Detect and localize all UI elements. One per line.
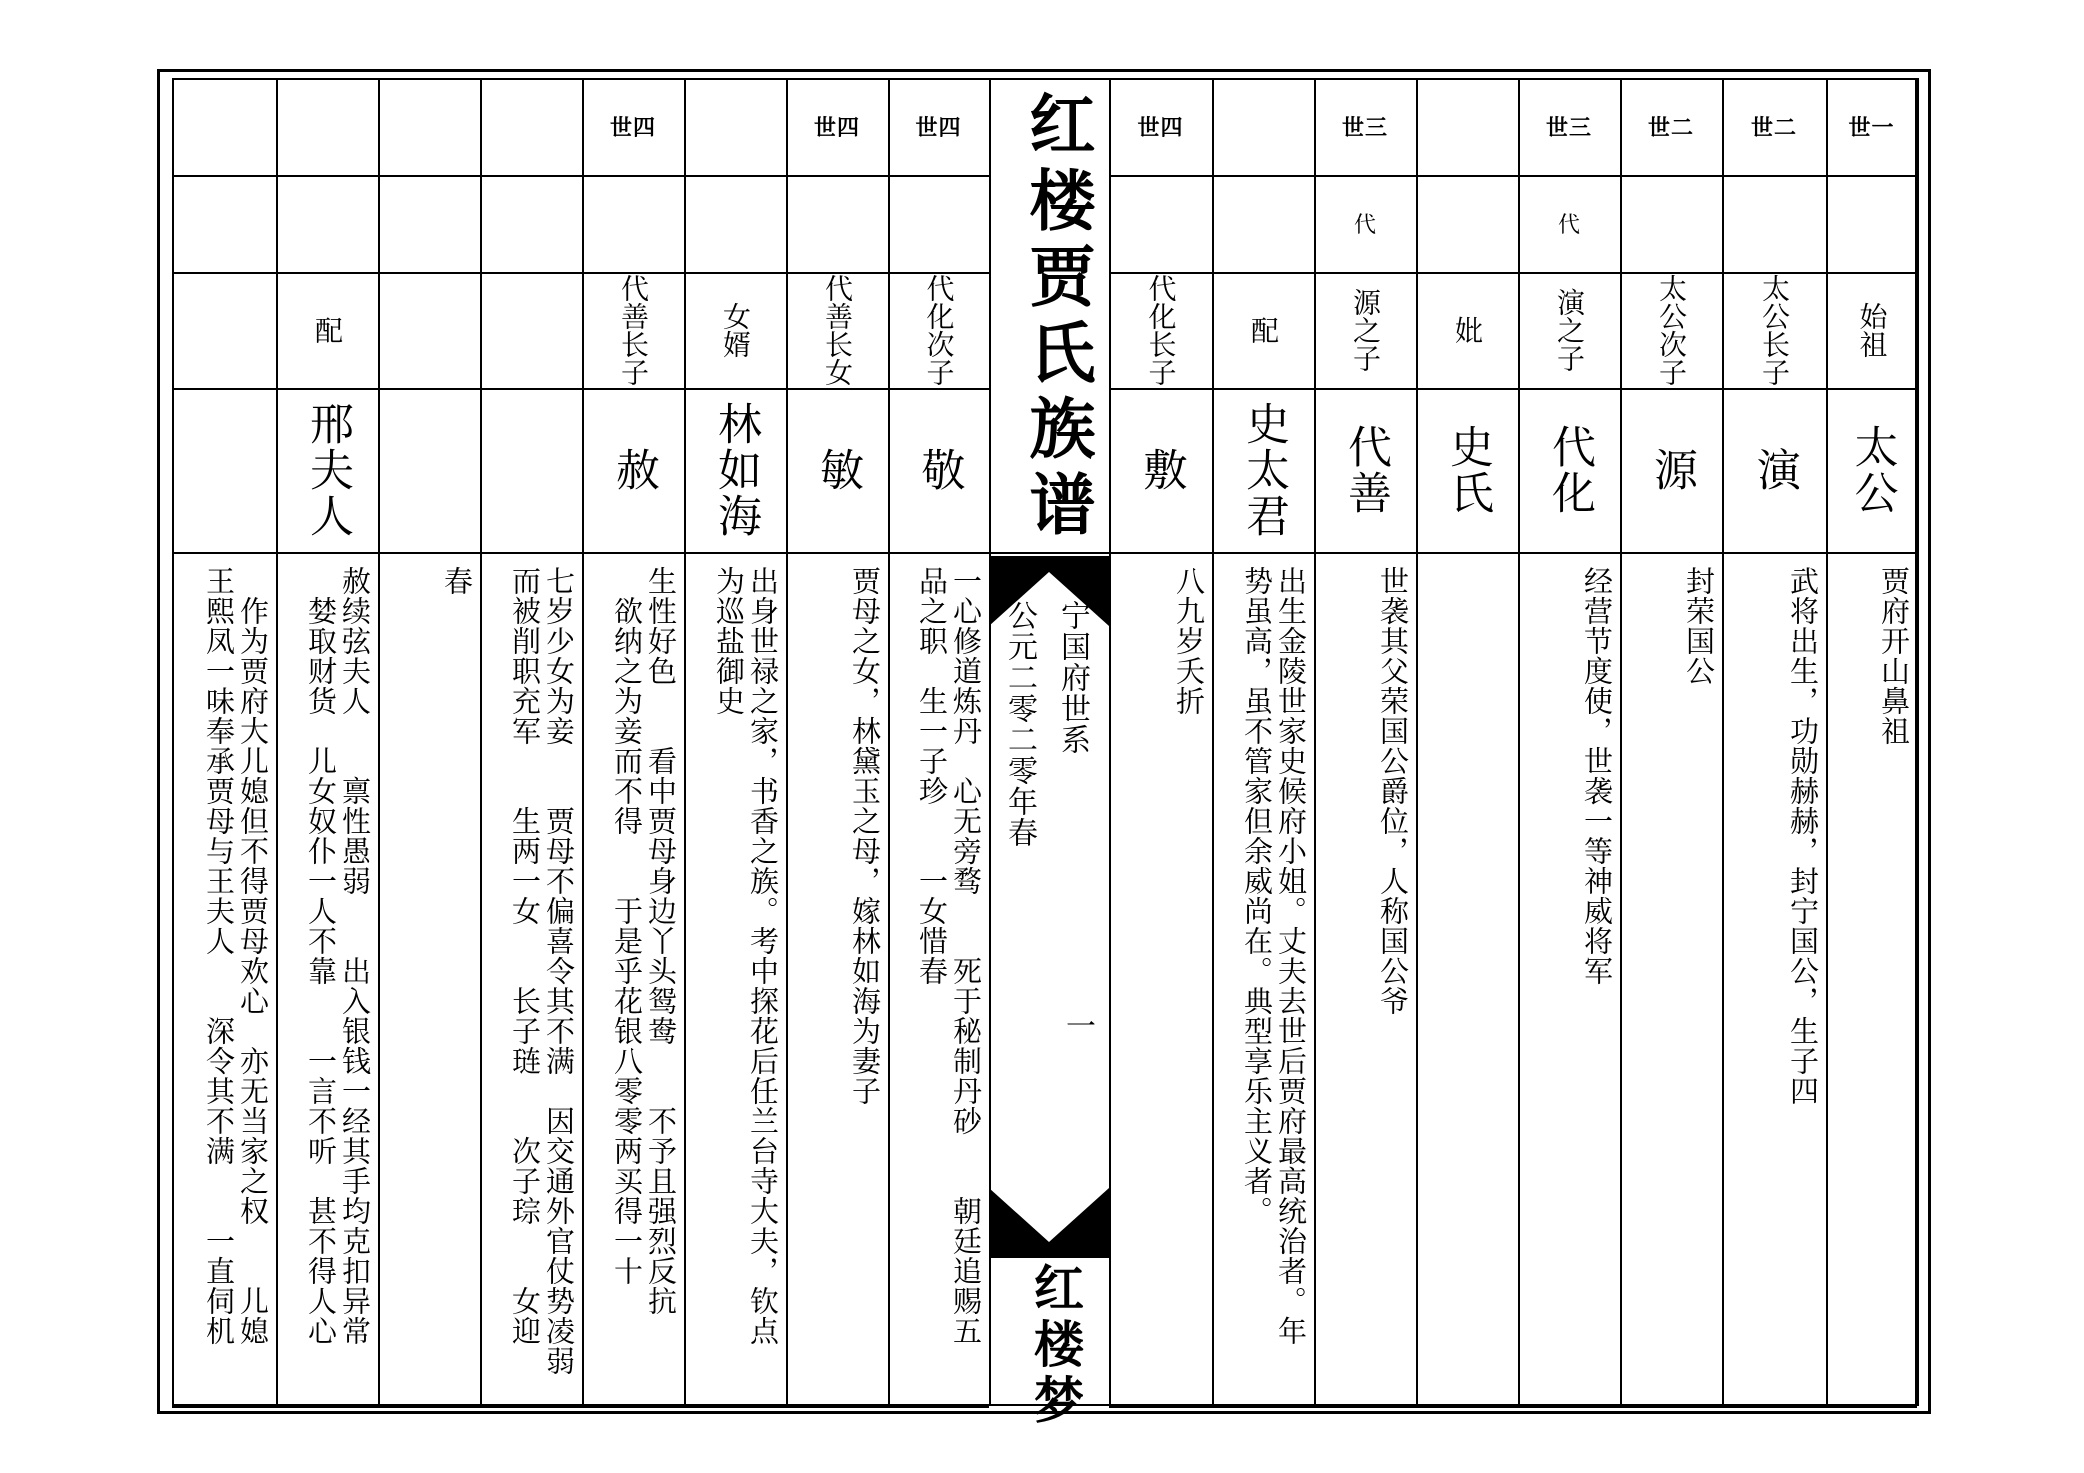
generation-marker bbox=[1416, 175, 1518, 272]
relation-label: 配 bbox=[311, 316, 344, 344]
grid-line bbox=[1109, 1406, 1917, 1408]
grid-line bbox=[989, 552, 1109, 554]
grid-line bbox=[172, 1406, 989, 1408]
member-description: 一心修道炼丹 心无旁骛 死于秘制丹砂 朝廷追赐五 品之职 生一子珍 一女惜春 bbox=[915, 566, 983, 1346]
member-description: 出生金陵世家史候府小姐。丈夫去世后贾府最高统治者。年 势虽高，虽不管家但余威尚在。典型享乐主义者。 bbox=[1240, 566, 1308, 1346]
generation-marker bbox=[888, 175, 989, 272]
generation-marker bbox=[582, 175, 684, 272]
member-name bbox=[480, 388, 582, 552]
generation-marker: 代 bbox=[1557, 213, 1580, 238]
relation-label: 始祖 bbox=[1855, 302, 1889, 358]
grid-line bbox=[1917, 78, 1919, 1406]
generation-label: 世四 bbox=[915, 115, 962, 141]
member-description: 封荣国公 bbox=[1682, 566, 1716, 686]
member-description: 出身世禄之家，书香之族。考中探花后任兰台寺大夫，钦点 为巡盐御史 bbox=[712, 566, 780, 1346]
member-name: 敬 bbox=[913, 447, 965, 493]
generation-label: 世二 bbox=[1750, 115, 1797, 141]
member-description: 武将出生，功勋赫赫，封宁国公，生子四 bbox=[1786, 566, 1820, 1106]
generation-label bbox=[1416, 78, 1518, 175]
member-description: 赦续弦夫人 禀性愚弱 出入银钱一经其手均克扣异常 婪取财货 儿女奴仆一人不靠 一言不听 甚不得人心 bbox=[304, 566, 372, 1346]
generation-marker bbox=[1212, 175, 1314, 272]
member-name: 代化 bbox=[1544, 424, 1595, 516]
relation-label: 太公次子 bbox=[1655, 274, 1688, 386]
member-name: 代善 bbox=[1340, 424, 1391, 516]
generation-label: 世二 bbox=[1647, 115, 1694, 141]
member-name: 敷 bbox=[1135, 447, 1187, 493]
generation-label bbox=[1212, 78, 1314, 175]
generation-marker bbox=[276, 175, 378, 272]
member-name: 史氏 bbox=[1442, 424, 1493, 516]
generation-label: 世三 bbox=[1545, 115, 1592, 141]
generation-label bbox=[172, 78, 276, 175]
relation-label: 配 bbox=[1247, 316, 1280, 344]
member-description bbox=[1422, 552, 1512, 1406]
generation-label: 世四 bbox=[813, 115, 860, 141]
relation-label: 演之子 bbox=[1553, 288, 1586, 372]
relation-label: 太公长子 bbox=[1758, 274, 1791, 386]
book-title: 红楼梦 bbox=[1026, 1262, 1085, 1430]
spine-date: 公元二零二零年春 bbox=[1002, 600, 1037, 848]
member-description: 经营节度使，世袭一等神威将军 bbox=[1580, 566, 1614, 986]
generation-marker bbox=[172, 175, 276, 272]
relation-label: 代化次子 bbox=[922, 274, 956, 386]
generation-marker bbox=[1722, 175, 1826, 272]
generation-marker bbox=[1109, 175, 1212, 272]
generation-marker bbox=[1826, 175, 1917, 272]
member-description: 八九岁夭折 bbox=[1172, 566, 1206, 716]
relation-label: 妣 bbox=[1451, 316, 1484, 344]
spine-series: 宁国府世系 bbox=[1055, 600, 1090, 755]
generation-label: 世三 bbox=[1341, 115, 1388, 141]
member-description: 世袭其父荣国公爵位，人称国公爷 bbox=[1376, 566, 1410, 1016]
member-name: 太公 bbox=[1846, 424, 1898, 516]
page-number: 一 bbox=[1060, 1010, 1095, 1041]
generation-marker bbox=[786, 175, 888, 272]
relation-label: 源之子 bbox=[1349, 288, 1382, 372]
member-name: 史太君 bbox=[1238, 401, 1289, 539]
generation-marker bbox=[684, 175, 786, 272]
relation-label bbox=[378, 272, 480, 388]
relation-label: 代善长女 bbox=[821, 274, 854, 386]
generation-marker: 代 bbox=[1353, 213, 1376, 238]
member-description: 生性好色 看中贾母身边丫头鸳鸯 不予且强烈反抗 欲纳之为妾而不得 于是乎花银八零零两买得一十 bbox=[610, 566, 678, 1316]
relation-label: 女婿 bbox=[719, 302, 752, 358]
generation-label: 世四 bbox=[609, 115, 656, 141]
member-name: 林如海 bbox=[710, 401, 761, 539]
member-name bbox=[378, 388, 480, 552]
member-description: 贾母之女，林黛玉之母，嫁林如海为妻子 bbox=[848, 566, 882, 1106]
relation-label bbox=[172, 272, 276, 388]
generation-label bbox=[276, 78, 378, 175]
page-title: 红楼贾氏族谱 bbox=[1018, 90, 1096, 546]
generation-marker bbox=[1620, 175, 1722, 272]
spine-bottom-ornament bbox=[989, 1188, 1109, 1258]
relation-label: 代善长子 bbox=[617, 274, 650, 386]
member-name: 敏 bbox=[812, 447, 863, 493]
member-name: 演 bbox=[1749, 447, 1800, 493]
member-name: 源 bbox=[1646, 447, 1697, 493]
generation-label bbox=[378, 78, 480, 175]
member-description: 春 bbox=[440, 566, 474, 596]
member-description: 贾府开山鼻祖 bbox=[1877, 566, 1911, 746]
generation-label bbox=[480, 78, 582, 175]
member-name bbox=[172, 388, 276, 552]
generation-marker bbox=[480, 175, 582, 272]
generation-marker bbox=[378, 175, 480, 272]
member-description: 作为贾府大儿媳但不得贾母欢心 亦无当家之权 儿媳 王熙凤一味奉承贾母与王夫人 深令其不满 一直伺机 bbox=[202, 566, 270, 1346]
relation-label bbox=[480, 272, 582, 388]
member-description: 七岁少女为妾 贾母不偏喜令其不满 因交通外官仗势凌弱 而被削职充军 生两一女 长子琏 次子琮 女迎 bbox=[508, 566, 576, 1376]
generation-label bbox=[684, 78, 786, 175]
generation-label: 世四 bbox=[1137, 115, 1184, 141]
member-name: 邢夫人 bbox=[302, 401, 353, 539]
member-name: 赦 bbox=[608, 447, 659, 493]
generation-label: 世一 bbox=[1848, 115, 1895, 141]
relation-label: 代化长子 bbox=[1144, 274, 1178, 386]
